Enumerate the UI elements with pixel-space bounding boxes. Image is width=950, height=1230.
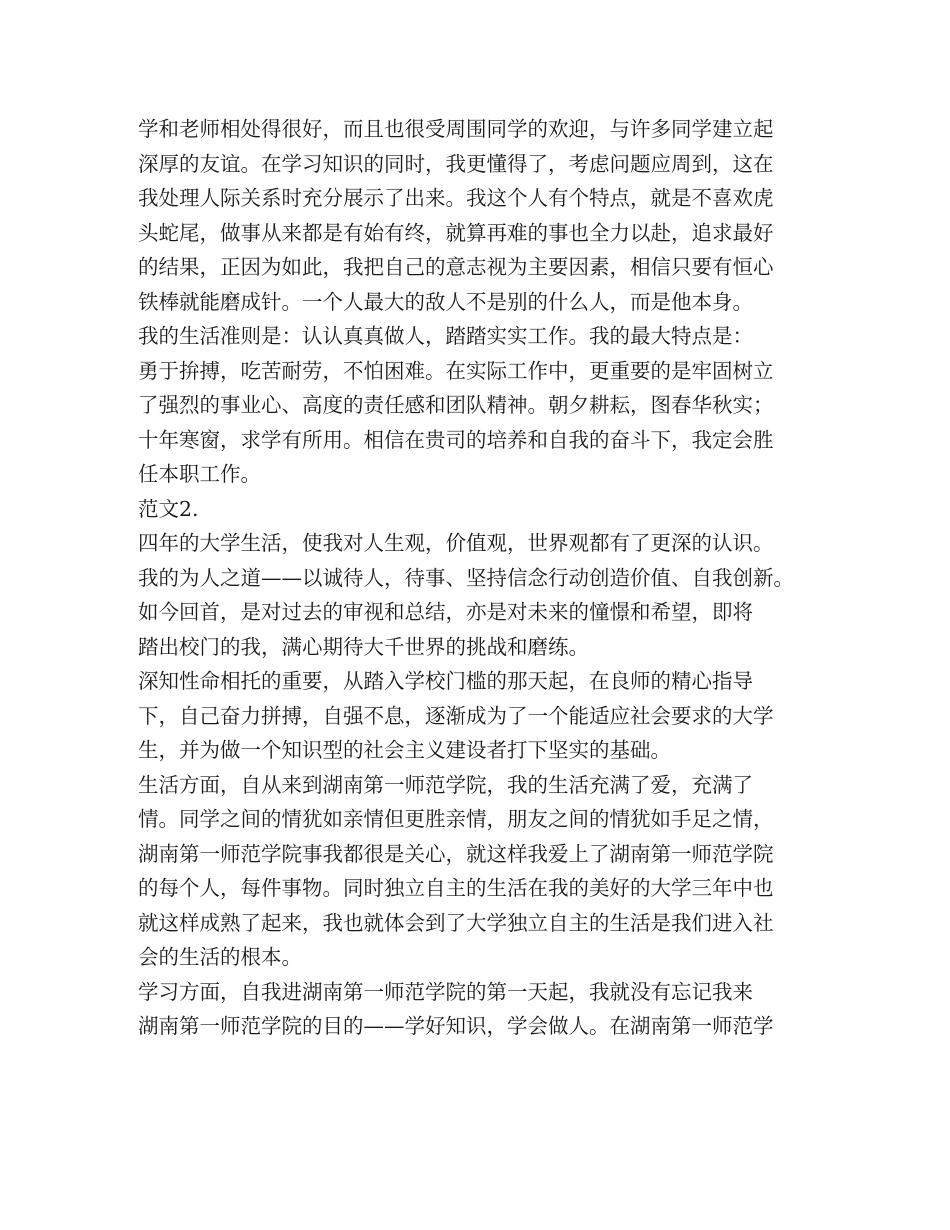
text-line: 会的生活的根本。 <box>138 945 302 969</box>
text-line: 下，自己奋力拼搏，自强不息，逐渐成为了一个能适应社会要求的大学 <box>138 703 774 728</box>
text-line: 头蛇尾，做事从来都是有始有终，就算再难的事也全力以赴，追求最好 <box>138 220 774 245</box>
text-line: 十年寒窗，求学有所用。相信在贵司的培养和自我的奋斗下，我定会胜 <box>138 427 774 452</box>
text-line: 的每个人，每件事物。同时独立自主的生活在我的美好的大学三年中也 <box>138 876 774 900</box>
text-line: 学习方面，自我进湖南第一师范学院的第一天起，我就没有忘记我来 <box>138 979 753 1004</box>
text-line: 踏出校门的我，满心期待大千世界的挑战和磨练。 <box>138 634 589 659</box>
text-line: 我的生活准则是：认认真真做人，踏踏实实工作。我的最大特点是： <box>138 324 753 348</box>
text-line: 了强烈的事业心、高度的责任感和团队精神。朝夕耕耘，图春华秋实； <box>138 393 774 417</box>
text-line: 如今回首，是对过去的审视和总结，亦是对未来的憧憬和希望，即将 <box>138 600 753 624</box>
text-line: 情。同学之间的情犹如亲情但更胜亲情，朋友之间的情犹如手足之情， <box>138 807 774 831</box>
text-line: 就这样成熟了起来，我也就体会到了大学独立自主的生活是我们进入社 <box>138 910 774 935</box>
text-line: 深厚的友谊。在学习知识的同时，我更懂得了，考虑问题应周到，这在 <box>138 151 774 176</box>
text-line: 勇于拚搏，吃苦耐劳，不怕困难。在实际工作中，更重要的是牢固树立 <box>138 358 774 383</box>
text-line: 我的为人之道——以诚待人，待事、坚持信念行动创造价值、自我创新。 <box>138 565 794 590</box>
text-line: 我处理人际关系时充分展示了出来。我这个人有个特点，就是不喜欢虎 <box>138 186 774 210</box>
text-line: 任本职工作。 <box>138 462 261 486</box>
text-line: 湖南第一师范学院事我都很是关心，就这样我爱上了湖南第一师范学院 <box>138 841 774 866</box>
text-line: 深知性命相托的重要，从踏入学校门槛的那天起，在良师的精心指导 <box>138 669 753 693</box>
text-line: 学和老师相处得很好，而且也很受周围同学的欢迎，与许多同学建立起 <box>138 117 774 141</box>
text-line: 铁棒就能磨成针。一个人最大的敌人不是别的什么人，而是他本身。 <box>138 289 753 314</box>
text-line: 生活方面，自从来到湖南第一师范学院，我的生活充满了爱，充满了 <box>138 772 753 797</box>
section-heading: 范文2. <box>138 496 199 521</box>
text-line: 四年的大学生活，使我对人生观，价值观，世界观都有了更深的认识。 <box>138 531 774 555</box>
text-line: 生，并为做一个知识型的社会主义建设者打下坚实的基础。 <box>138 738 671 762</box>
document-page <box>138 112 828 1044</box>
text-line: 的结果，正因为如此，我把自己的意志视为主要因素，相信只要有恒心 <box>138 255 774 279</box>
text-line: 湖南第一师范学院的目的——学好知识，学会做人。在湖南第一师范学 <box>138 1014 774 1038</box>
